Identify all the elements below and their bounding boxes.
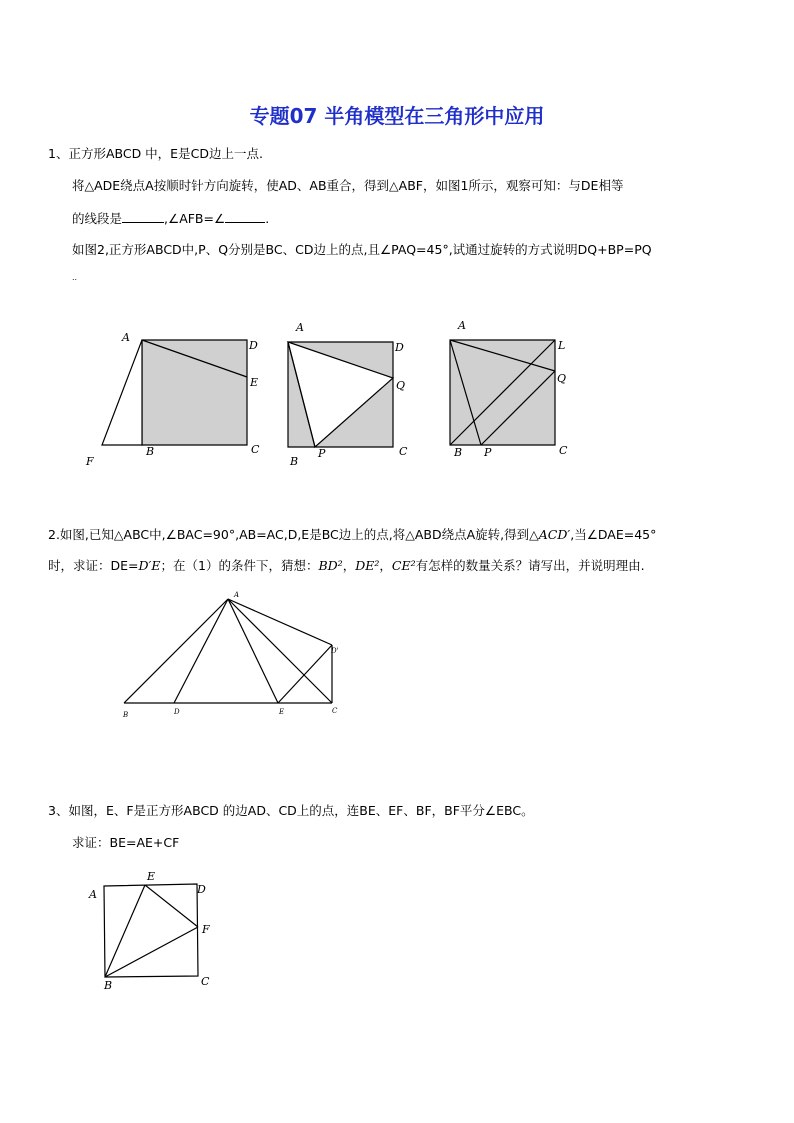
q3-line-ef: [145, 885, 198, 927]
q1-line3-text-b: ,∠AFB=∠: [164, 211, 226, 226]
q2-line1-math: ACD′: [538, 527, 571, 542]
q3-square: [104, 884, 198, 977]
q2-line-ab: [124, 599, 228, 703]
q2-line1: [48, 527, 656, 543]
fig2-label-d: D: [395, 341, 404, 354]
q3-label-e: E: [147, 870, 156, 883]
fig1-label-a: A: [122, 331, 130, 344]
q2-line2-sep1: ，: [342, 558, 356, 573]
q2-label-e: E: [279, 708, 285, 716]
q3-label-a: A: [89, 888, 97, 901]
q3-figure: [82, 866, 232, 996]
fig1-label-b: B: [146, 445, 155, 458]
q2-label-d-prime: D': [331, 647, 339, 655]
q2-line2-sep2: ，: [379, 558, 392, 573]
q1-line3: [72, 210, 269, 227]
q3-label-c: C: [201, 975, 210, 988]
q3-line1: 3、如图，E、F是正方形ABCD 的边AD、CD上的点，连BE、EF、BF，BF平分∠EBC。: [48, 803, 534, 818]
q1-line5: ..: [72, 273, 78, 282]
q2-line-ad-prime: [228, 599, 332, 645]
fig1-label-d: D: [249, 339, 258, 352]
q1-line4: 如图2,正方形ABCD中,P、Q分别是BC、CD边上的点,且∠PAQ=45°,试通过旋转的方式说明DQ+BP=PQ: [72, 242, 652, 257]
fig3-label-c: C: [559, 444, 568, 457]
page-title: 专题07 半角模型在三角形中应用: [249, 104, 545, 128]
fig2-label-c: C: [399, 445, 408, 458]
q2-line-ae: [228, 599, 278, 703]
q1-line2: 将△ADE绕点A按顺时针方向旋转，使AD、AB重合，得到△ABF，如图1所示，观察可知：与DE相等: [72, 178, 624, 193]
q2-line2-text-c: ；在（1）的条件下，猜想：: [160, 558, 319, 573]
fig2-label-a: A: [296, 321, 304, 334]
q3-label-b: B: [104, 979, 113, 992]
q1-line3-text-a: 的线段是: [72, 211, 123, 226]
q2-line2-text-i: 有怎样的数量关系？请写出，并说明理由.: [415, 558, 645, 573]
fig2-label-p: P: [318, 447, 326, 460]
q1-figure-3: [448, 318, 588, 468]
q2-line1-text-a: 2.如图,已知△ABC中,∠BAC=90°,AB=AC,D,E是BC边上的点,将△ABD绕点A旋转,得到△: [48, 527, 539, 542]
fig1-triangle-abf: [102, 340, 142, 445]
q1-figure-2: [282, 318, 422, 468]
fig1-label-e: E: [250, 376, 259, 389]
q1-blank-2[interactable]: [225, 210, 265, 223]
fig1-label-c: C: [251, 443, 260, 456]
q2-line2-text-a: 时，求证：DE=: [48, 558, 139, 573]
q2-figure: [110, 586, 360, 721]
q2-label-d: D: [174, 708, 180, 716]
q2-label-b: B: [123, 711, 129, 719]
fig3-label-p: P: [484, 446, 492, 459]
fig1-label-f: F: [86, 455, 94, 468]
fig3-label-l: L: [558, 339, 566, 352]
fig3-label-b: B: [454, 446, 463, 459]
q3-line-be: [105, 885, 145, 977]
q2-line2-math-de: D′E: [138, 558, 161, 573]
q1-line1: 1、正方形ABCD 中，E是CD边上一点.: [48, 146, 263, 161]
fig2-label-b: B: [290, 455, 299, 468]
q2-line2: [48, 558, 645, 574]
q2-line2-math-ce2: CE²: [391, 558, 416, 573]
q2-line-ad: [174, 599, 228, 703]
q2-line-ac: [228, 599, 332, 703]
q2-line2-math-bd2: BD²: [318, 558, 343, 573]
q1-blank-1[interactable]: [122, 210, 164, 223]
q2-line2-math-de2: DE²: [355, 558, 380, 573]
fig3-label-a: A: [458, 319, 466, 332]
q3-line2: 求证：BE=AE+CF: [72, 835, 180, 850]
q3-label-f: F: [202, 923, 210, 936]
q2-label-a: A: [234, 591, 240, 599]
q3-label-d: D: [197, 883, 206, 896]
fig1-square-shaded: [142, 340, 247, 445]
q2-line1-text-c: ,当∠DAE=45°: [570, 527, 657, 542]
fig2-label-q: Q: [396, 379, 406, 392]
q1-figure-1: [80, 322, 280, 472]
q1-line3-text-c: .: [265, 211, 270, 226]
fig3-label-q: Q: [557, 372, 567, 385]
q2-label-c: C: [332, 707, 338, 715]
q3-line-bf: [105, 927, 198, 977]
